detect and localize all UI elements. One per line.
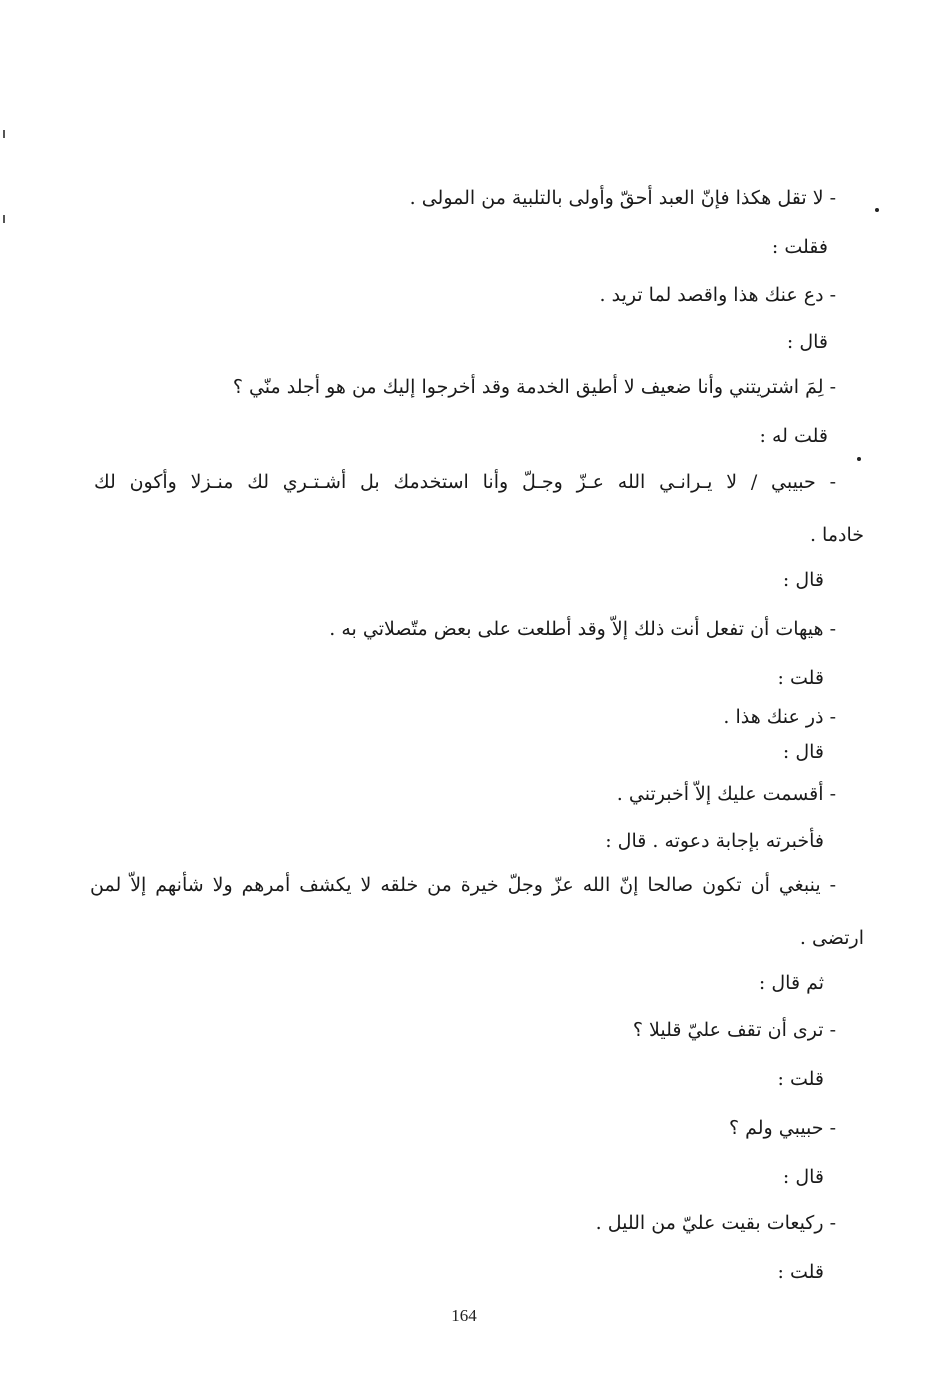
text-line-6: قلت له : [759,425,828,447]
text-line-13: قال : [782,741,824,763]
text-line-11: قلت : [777,667,824,689]
text-line-15: فأخبرته بإجابة دعوته . قال : [605,830,824,852]
text-line-12: - ذر عنك هذا . [723,706,836,728]
text-line-21: - حبيبي ولم ؟ [728,1117,836,1139]
scan-mark [3,130,5,138]
text-line-17: ارتضى . [799,927,864,949]
scan-speck [875,208,879,212]
text-line-19: - ترى أن تقف عليّ قليلا ؟ [632,1019,836,1041]
page-number: 164 [451,1306,477,1325]
text-line-24: قلت : [777,1261,824,1283]
text-line-1: - لا تقل هكذا فإنّ العبد أحقّ وأولى بالتلبية من المولى . [409,187,836,209]
text-line-5: - لِمَ اشتريتني وأنا ضعيف لا أطيق الخدمة وقد أخرجوا إليك من هو أجلد منّي ؟ [232,376,836,398]
text-line-23: - ركيعات بقيت عليّ من الليل . [595,1212,836,1234]
text-line-14: - أقسمت عليك إلاّ أخبرتني . [616,783,836,805]
scan-mark [3,215,5,223]
text-line-9: قال : [782,569,824,591]
text-line-8: خادما . [809,524,864,546]
text-line-10: - هيهات أن تفعل أنت ذلك إلاّ وقد أطلعت على بعض متّصلاتي به . [329,618,836,640]
text-line-16: - ينبغي أن تكون صالحا إنّ الله عزّ وجلّ خيرة من خلقه لا يكشف أمرهم ولا شأنهم إلاّ لمن [90,874,836,896]
text-line-4: قال : [786,331,828,353]
text-line-20: قلت : [777,1068,824,1090]
text-line-2: فقلت : [771,236,828,258]
text-line-18: ثم قال : [758,972,824,994]
text-line-7: - حبيبي / لا يـرانـي الله عـزّ وجـلّ وأنا استخدمك بل أشـتـري لك منـزلا وأكون لك [94,471,836,493]
text-line-3: - دع عنك هذا واقصد لما تريد . [599,284,836,306]
text-line-22: قال : [782,1166,824,1188]
scan-speck [857,457,861,461]
